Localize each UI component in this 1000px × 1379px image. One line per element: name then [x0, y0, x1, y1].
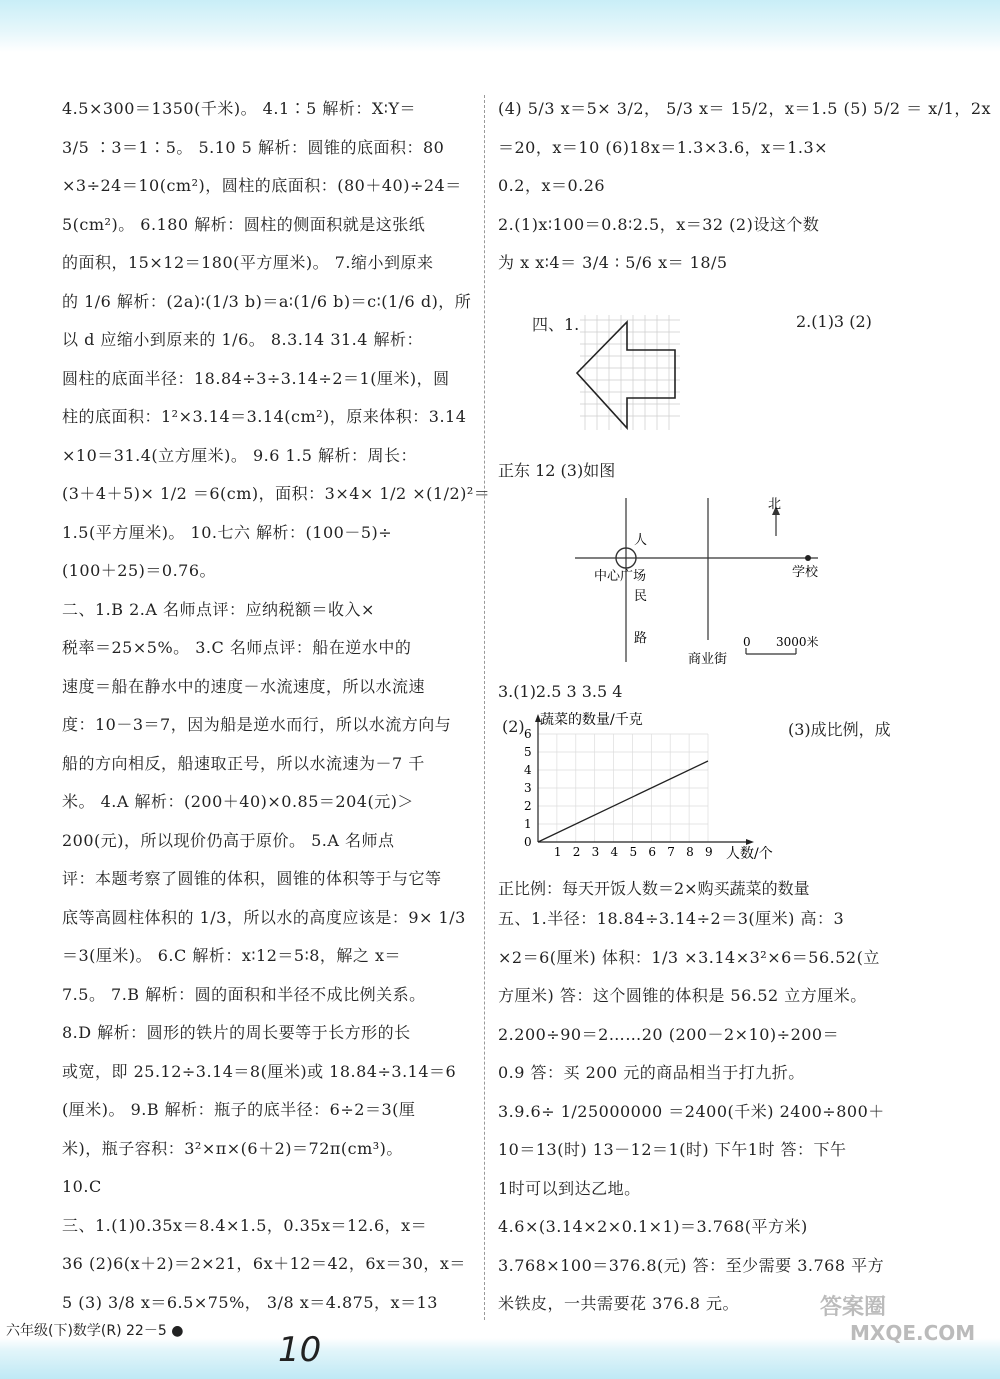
text-line: 2.200÷90＝2……20 (200－2×10)÷200＝: [498, 1024, 840, 1044]
person-label: 人: [634, 533, 648, 548]
x-tick-label: 1: [553, 845, 562, 859]
text-line: 米。 4.A 解析：(200＋40)×0.85＝204(元)＞: [62, 792, 414, 811]
text-line: 为 x x∶4＝ 3/4 ∶ 5/6 x＝ 18/5: [498, 253, 728, 272]
text-line: 10＝13(时) 13－12＝1(时) 下午1时 答：下午: [498, 1140, 847, 1159]
text-line: 柱的底面积：1²×3.14＝3.14(cm²)，原来体积：3.14: [62, 407, 467, 426]
x-axis-arrow: [746, 839, 754, 845]
x-tick-label: 2: [572, 845, 581, 859]
x-tick-label: 4: [610, 845, 619, 859]
y-tick-label: 0: [524, 835, 532, 849]
x-tick-label: 7: [667, 845, 675, 859]
text-line: 36 (2)6(x＋2)＝2×21，6x＋12＝42，6x＝30，x＝: [62, 1254, 466, 1273]
left-arrow-shape: [577, 322, 675, 428]
y-tick-label: 4: [524, 763, 532, 777]
q4-direction-answer: 正东 12 (3)如图: [498, 461, 616, 480]
text-line: 5 (3) 3/8 x＝6.5×75%， 3/8 x＝4.875，x＝13: [62, 1292, 438, 1312]
watermark-url: MXQE.COM: [850, 1321, 976, 1345]
y-tick-label: 1: [524, 817, 532, 831]
text-line: 或宽，即 25.12÷3.14＝8(厘米)或 18.84÷3.14＝6: [62, 1061, 457, 1081]
text-line: 0.2，x＝0.26: [498, 176, 606, 195]
text-line: 2.(1)x∶100＝0.8∶2.5，x＝32 (2)设这个数: [498, 214, 820, 234]
text-line: 3.768×100＝376.8(元) 答：至少需要 3.768 平方: [498, 1255, 885, 1275]
text-line: 1时可以到达乙地。: [498, 1178, 641, 1198]
column-divider: [484, 95, 485, 1320]
text-line: 1.5(平方厘米)。 10.七六 解析：(100－5)÷: [62, 522, 393, 542]
arrow-grid-figure: [575, 310, 687, 435]
right-column-equations: [498, 90, 992, 283]
x-tick-label: 5: [629, 845, 638, 859]
x-tick-label: 3: [591, 845, 600, 859]
text-line: 三、1.(1)0.35x＝8.4×1.5，0.35x＝12.6，x＝: [62, 1215, 428, 1235]
scale-start-label: 0: [743, 635, 751, 649]
q4-label: 四、1.: [532, 315, 580, 334]
text-line: 速度＝船在静水中的速度－水流速度，所以水流速: [62, 676, 426, 696]
x-tick-label: 9: [705, 845, 713, 859]
q3-answer: 3.(1)2.5 3 3.5 4: [498, 682, 623, 701]
y-axis-title: 蔬菜的数量/千克: [540, 712, 643, 728]
q3-part3: (3)成比例，成: [788, 720, 891, 739]
text-line: ＝20，x＝10 (6)18x＝1.3×3.6，x＝1.3×: [498, 137, 829, 157]
min-label: 民: [634, 589, 648, 604]
text-line: 底等高圆柱体积的 1/3，所以水的高度应该是：9× 1/3: [62, 907, 466, 927]
series-line: [538, 761, 708, 842]
q3-part2-label: (2): [502, 717, 525, 736]
vegetable-line-chart: [516, 712, 786, 864]
x-axis-title: 人数/个: [726, 846, 773, 862]
road-label: 路: [634, 631, 648, 646]
text-line: ×2＝6(厘米) 体积：1/3 ×3.14×3²×6＝56.52(立: [498, 947, 880, 967]
y-tick-label: 6: [524, 727, 532, 741]
left-column: [62, 90, 491, 1322]
text-line: 的面积，15×12＝180(平方厘米)。 7.缩小到原来: [62, 253, 434, 272]
y-tick-label: 3: [524, 781, 532, 795]
text-line: (3＋4＋5)× 1/2 ＝6(cm)，面积：3×4× 1/2 ×(1/2)²＝: [62, 484, 491, 503]
center-square-label: 中心广场: [594, 569, 647, 584]
text-line: 评：本题考察了圆锥的体积，圆锥的体积等于与它等: [62, 869, 442, 888]
text-line: 五、1.半径：18.84÷3.14÷2＝3(厘米) 高：3: [498, 909, 845, 928]
scale-end-label: 3000米: [776, 635, 819, 649]
x-tick-label: 8: [686, 845, 694, 859]
watermark-title: 答案圈: [820, 1295, 887, 1320]
text-line: 200(元)，所以现价仍高于原价。 5.A 名师点: [62, 830, 395, 850]
text-line: ×10＝31.4(立方厘米)。 9.6 1.5 解析：周长：: [62, 445, 418, 465]
text-line: 税率＝25×5%。 3.C 名师点评：船在逆水中的: [62, 638, 412, 657]
text-line: 4.6×(3.14×2×0.1×1)＝3.768(平方米): [498, 1217, 808, 1236]
page-footer: 六年级(下)数学(R) 22－5 ●: [6, 1323, 184, 1339]
text-line: 船的方向相反，船速取正号，所以水流速为－7 千: [62, 753, 425, 773]
text-line: 的 1/6 解析：(2a)∶(1/3 b)＝a∶(1/6 b)＝c∶(1/6 d)，所: [62, 291, 472, 311]
text-line: 3/5 ∶3＝1∶5。 5.10 5 解析：圆锥的底面积：80: [62, 137, 445, 157]
text-line: (厘米)。 9.B 解析：瓶子的底半径：6÷2＝3(厘: [62, 1100, 416, 1119]
section-five: [498, 900, 908, 1324]
text-line: 7.5。 7.B 解析：圆的面积和半径不成比例关系。: [62, 984, 426, 1004]
north-label: 北: [768, 497, 782, 512]
text-line: 3.9.6÷ 1/25000000 ＝2400(千米) 2400÷800＋: [498, 1101, 885, 1121]
text-line: (100＋25)＝0.76。: [62, 561, 217, 580]
q4-part2-label: 2.(1)3 (2): [796, 312, 872, 331]
text-line: ＝3(厘米)。 6.C 解析：x∶12＝5∶8，解之 x＝: [62, 946, 402, 965]
text-line: 5(cm²)。 6.180 解析：圆柱的侧面积就是这张纸: [62, 214, 426, 234]
text-line: 4.5×300＝1350(千米)。 4.1∶5 解析：X∶Y＝: [62, 99, 417, 118]
text-line: 8.D 解析：圆形的铁片的周长要等于长方形的长: [62, 1023, 411, 1042]
text-line: 二、1.B 2.A 名师点评：应纳税额＝收入×: [62, 599, 375, 619]
text-line: 0.9 答：买 200 元的商品相当于打九折。: [498, 1063, 805, 1082]
school-dot: [805, 555, 811, 561]
commercial-street-label: 商业街: [688, 652, 728, 667]
handwritten-page-number: 10: [278, 1330, 322, 1370]
watermark-logo: [820, 1290, 975, 1345]
y-tick-label: 2: [524, 799, 532, 813]
map-figure: [570, 490, 870, 670]
text-line: (4) 5/3 x＝5× 3/2， 5/3 x＝ 15/2，x＝1.5 (5) 5/2 ＝ x/1，2x: [498, 99, 992, 118]
text-line: ×3÷24＝10(cm²)，圆柱的底面积：(80＋40)÷24＝: [62, 176, 462, 195]
text-line: 度：10－3＝7，因为船是逆水而行，所以水流方向与: [62, 715, 452, 734]
q3-conclusion: 正比例：每天开饭人数＝2×购买蔬菜的数量: [498, 879, 810, 898]
text-line: 米铁皮，一共需要花 376.8 元。: [498, 1294, 739, 1313]
school-label: 学校: [792, 565, 819, 580]
top-decorative-band: [0, 0, 1000, 52]
right-column: [498, 90, 992, 283]
x-tick-label: 6: [648, 845, 656, 859]
text-line: 方厘米) 答：这个圆锥的体积是 56.52 立方厘米。: [498, 986, 867, 1005]
text-line: 以 d 应缩小到原来的 1/6。 8.3.14 31.4 解析：: [62, 330, 424, 349]
y-tick-label: 5: [524, 745, 532, 759]
text-line: 10.C: [62, 1177, 102, 1196]
text-line: 圆柱的底面半径：18.84÷3÷3.14÷2＝1(厘米)，圆: [62, 368, 450, 388]
text-line: 米)，瓶子容积：3²×π×(6＋2)＝72π(cm³)。: [62, 1138, 403, 1158]
